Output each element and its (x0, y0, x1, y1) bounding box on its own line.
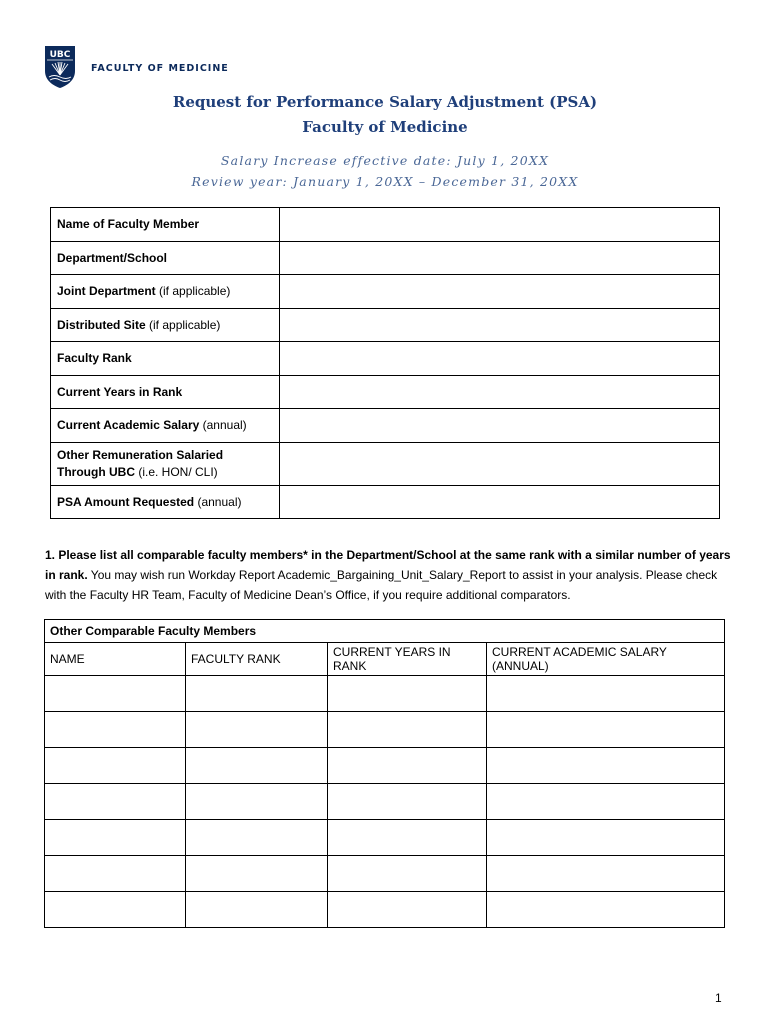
table-row (45, 820, 725, 856)
row-note: (annual) (194, 494, 242, 509)
cell-rank[interactable] (186, 748, 328, 784)
document-title: Request for Performance Salary Adjustment (PSA) (172, 93, 598, 111)
table-row (45, 784, 725, 820)
row-label: PSA Amount Requested (57, 494, 195, 509)
row-note: (annual) (199, 418, 247, 433)
cell-name[interactable] (45, 820, 186, 856)
cell-salary[interactable] (487, 892, 725, 928)
faculty-name: FACULTY OF MEDICINE (91, 62, 229, 74)
cell-salary[interactable] (487, 820, 725, 856)
row-label: Distributed Site (57, 317, 146, 332)
comparators-header-row (45, 643, 725, 676)
cell-salary[interactable] (487, 712, 725, 748)
cell-rank[interactable] (186, 712, 328, 748)
table-row (45, 748, 725, 784)
cell-years[interactable] (328, 892, 487, 928)
cell-years[interactable] (328, 784, 487, 820)
info-row (51, 442, 720, 485)
question-1 (45, 545, 735, 605)
column-header: NAME (45, 643, 186, 676)
document-title-line2: Faculty of Medicine (302, 118, 468, 136)
column-header: CURRENT ACADEMIC SALARY (ANNUAL) (487, 643, 725, 676)
cell-name[interactable] (45, 784, 186, 820)
info-row (51, 275, 720, 309)
row-label: Faculty Rank (57, 351, 132, 366)
cell-rank[interactable] (186, 892, 328, 928)
info-row (51, 208, 720, 242)
info-row (51, 375, 720, 409)
row-note: (if applicable) (155, 284, 231, 299)
cell-rank[interactable] (186, 676, 328, 712)
department-field[interactable] (280, 241, 720, 275)
info-row (51, 409, 720, 443)
ubc-crest-icon (44, 45, 76, 89)
column-header: FACULTY RANK (186, 643, 328, 676)
row-note: (i.e. HON/ CLI) (134, 464, 218, 479)
info-row (51, 342, 720, 376)
psa-amount-field[interactable] (280, 485, 720, 519)
distributed-site-field[interactable] (280, 308, 720, 342)
cell-years[interactable] (328, 748, 487, 784)
row-label: Other Remuneration Salaried Through UBC (57, 447, 224, 479)
joint-department-field[interactable] (280, 275, 720, 309)
svg-text:UBC: UBC (49, 50, 71, 60)
cell-rank[interactable] (186, 784, 328, 820)
cell-salary[interactable] (487, 856, 725, 892)
table-row (45, 712, 725, 748)
cell-name[interactable] (45, 748, 186, 784)
cell-name[interactable] (45, 712, 186, 748)
cell-name[interactable] (45, 676, 186, 712)
column-header: CURRENT YEARS IN RANK (328, 643, 487, 676)
question-1-text: You may wish run Workday Report Academic_Bargaining_Unit_Salary_Report to assist in your analysis. Please check with the Faculty HR Team, Faculty of Medicine Dean’s Office, if you require additional comparators. (45, 568, 718, 602)
cell-salary[interactable] (487, 676, 725, 712)
faculty-info-table (50, 207, 720, 519)
row-label: Joint Department (57, 284, 156, 299)
row-note: (if applicable) (145, 317, 221, 332)
ubc-logo (44, 45, 229, 89)
info-row (51, 485, 720, 519)
cell-name[interactable] (45, 892, 186, 928)
cell-years[interactable] (328, 820, 487, 856)
cell-years[interactable] (328, 856, 487, 892)
table-row (45, 892, 725, 928)
comparators-table (44, 619, 725, 928)
row-label: Current Academic Salary (57, 418, 200, 433)
page-number: 1 (715, 991, 722, 1005)
cell-years[interactable] (328, 712, 487, 748)
cell-rank[interactable] (186, 820, 328, 856)
row-label: Current Years in Rank (57, 384, 183, 399)
cell-salary[interactable] (487, 748, 725, 784)
cell-name[interactable] (45, 856, 186, 892)
cell-salary[interactable] (487, 784, 725, 820)
info-row (51, 241, 720, 275)
info-row (51, 308, 720, 342)
faculty-rank-field[interactable] (280, 342, 720, 376)
cell-rank[interactable] (186, 856, 328, 892)
years-in-rank-field[interactable] (280, 375, 720, 409)
name-field[interactable] (280, 208, 720, 242)
table-row (45, 856, 725, 892)
effective-date: Salary Increase effective date: July 1, 20XX (220, 153, 550, 168)
academic-salary-field[interactable] (280, 409, 720, 443)
other-remuneration-field[interactable] (280, 442, 720, 485)
question-1-bold: 1. Please list all comparable faculty members* in the Department/School at the same rank with a similar number of years in rank. (45, 548, 731, 582)
cell-years[interactable] (328, 676, 487, 712)
table-row (45, 676, 725, 712)
row-label: Department/School (57, 250, 168, 265)
review-year: Review year: January 1, 20XX – December 31, 20XX (191, 174, 579, 189)
comparators-caption: Other Comparable Faculty Members (45, 620, 725, 643)
row-label: Name of Faculty Member (57, 217, 200, 232)
